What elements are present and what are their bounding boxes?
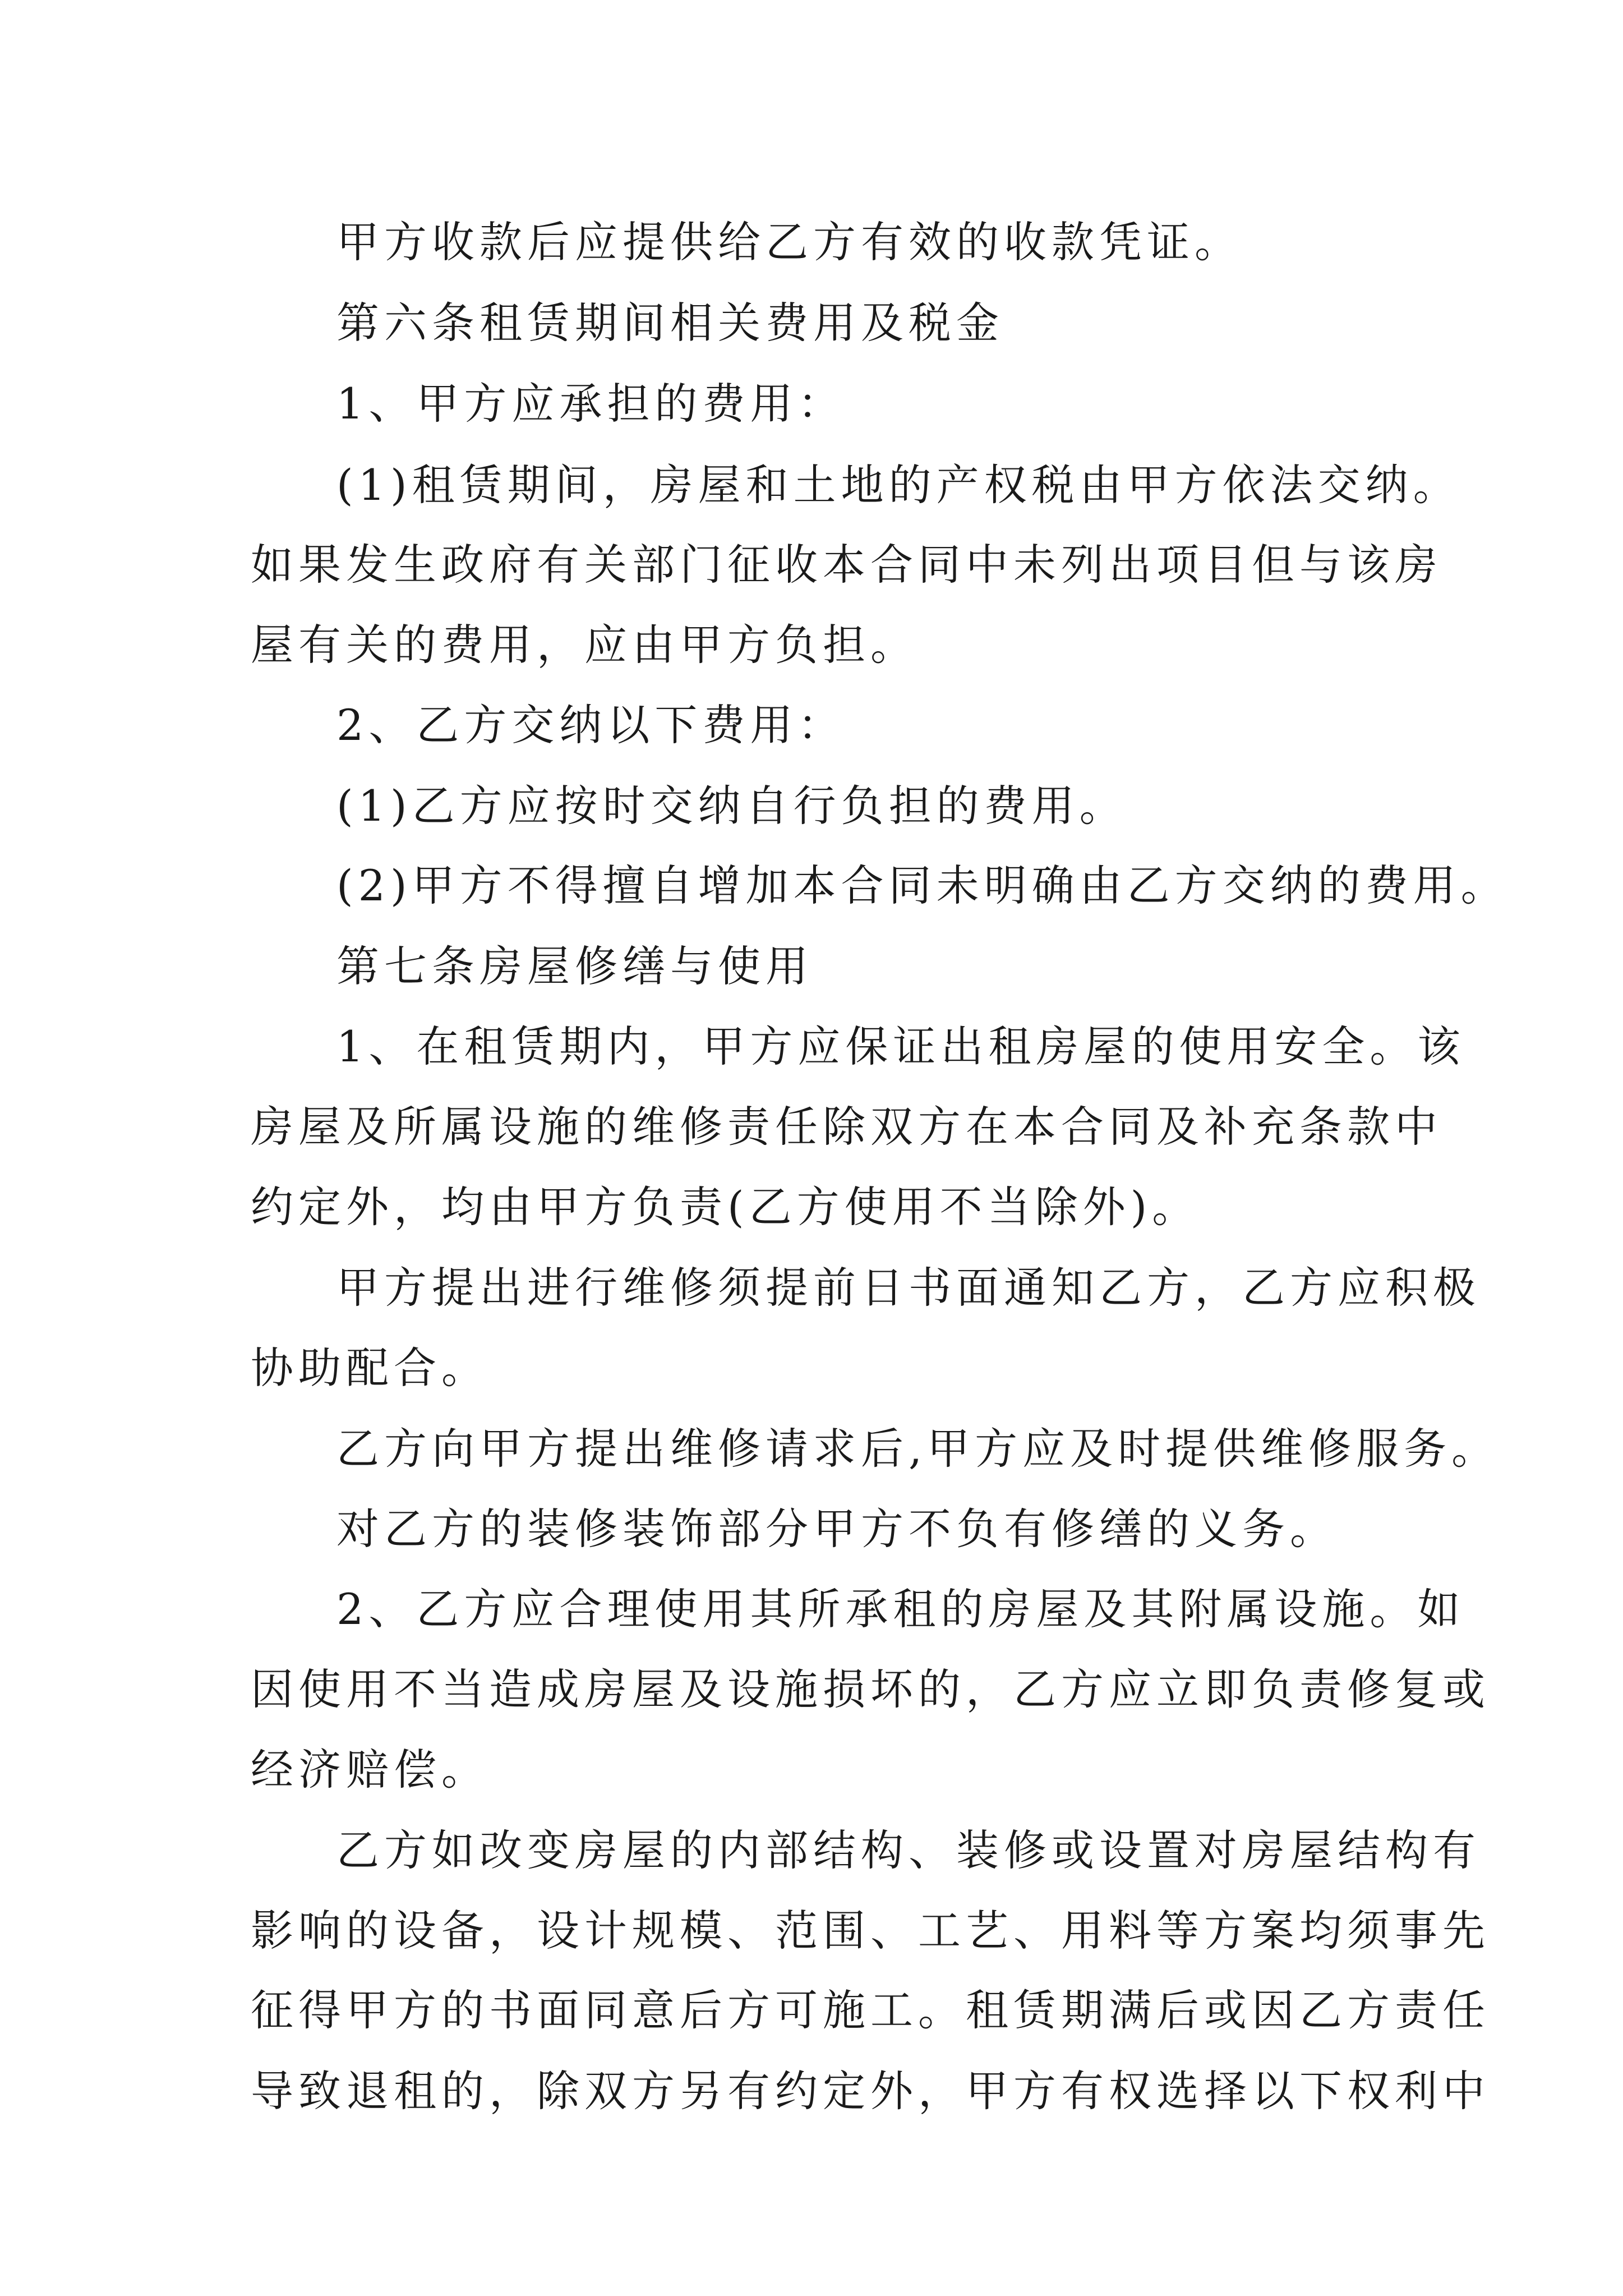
paragraph-line: 屋有关的费用，应由甲方负担。 — [251, 620, 918, 670]
subsection-heading: 2、乙方交纳以下费用： — [336, 700, 846, 750]
paragraph-line: 1、在租赁期内，甲方应保证出租房屋的使用安全。该 — [336, 1022, 1465, 1071]
paragraph-line: 影响的设备，设计规模、范围、工艺、用料等方案均须事先 — [251, 1906, 1490, 1955]
paragraph-line: 导致退租的，除双方另有约定外，甲方有权选择以下权利中 — [251, 2066, 1490, 2116]
paragraph-line: 约定外，均由甲方负责(乙方使用不当除外)。 — [251, 1182, 1200, 1232]
paragraph-line: 经济赔偿。 — [251, 1745, 489, 1795]
paragraph-line: 乙方如改变房屋的内部结构、装修或设置对房屋结构有 — [336, 1825, 1481, 1875]
paragraph-line: 协助配合。 — [251, 1343, 489, 1393]
paragraph-line: 乙方向甲方提出维修请求后,甲方应及时提供维修服务。 — [336, 1424, 1500, 1474]
paragraph-line: 如果发生政府有关部门征收本合同中未列出项目但与该房 — [251, 540, 1442, 590]
paragraph-line: 2、乙方应合理使用其所承租的房屋及其附属设施。如 — [336, 1584, 1465, 1634]
paragraph-line: 甲方提出进行维修须提前日书面通知乙方，乙方应积极 — [336, 1263, 1481, 1313]
subsection-heading: 1、甲方应承担的费用： — [336, 379, 846, 429]
paragraph-line: (1)租赁期间，房屋和土地的产权税由甲方依法交纳。 — [336, 460, 1461, 510]
paragraph-line: 房屋及所属设施的维修责任除双方在本合同及补充条款中 — [251, 1102, 1442, 1152]
section-heading: 第六条租赁期间相关费用及税金 — [336, 298, 1004, 348]
paragraph-line: 因使用不当造成房屋及设施损坏的，乙方应立即负责修复或 — [251, 1664, 1490, 1714]
paragraph-line: (1)乙方应按时交纳自行负担的费用。 — [336, 781, 1127, 831]
paragraph-line: 对乙方的装修装饰部分甲方不负有修缮的义务。 — [336, 1504, 1338, 1554]
paragraph-line: (2)甲方不得擅自增加本合同未明确由乙方交纳的费用。 — [336, 861, 1509, 910]
paragraph-line: 甲方收款后应提供给乙方有效的收款凭证。 — [336, 217, 1242, 267]
paragraph-line: 征得甲方的书面同意后方可施工。租赁期满后或因乙方责任 — [251, 1985, 1490, 2035]
section-heading: 第七条房屋修缮与使用 — [336, 941, 813, 991]
